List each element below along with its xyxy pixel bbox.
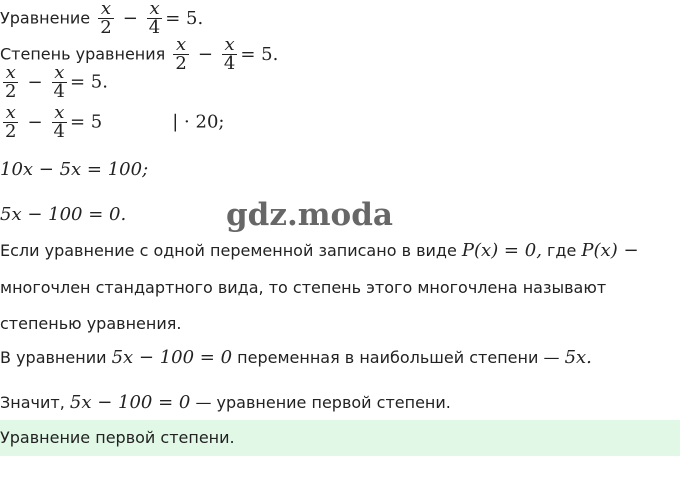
equation-formula (95, 0, 204, 38)
label-equation: Уравнение (0, 8, 91, 28)
definition-line-2 (0, 278, 606, 297)
definition-where: где (547, 241, 577, 260)
denominator: 4 (53, 121, 65, 142)
numerator: x (149, 0, 160, 19)
definition-text: многочлен стандартного вида, то степень этого многочлена называют (0, 278, 607, 297)
minus-sign: − (27, 111, 43, 133)
answer-box (0, 420, 680, 456)
fraction-x-over-4 (147, 0, 162, 37)
numerator: x (176, 34, 187, 55)
fraction-x-over-2 (173, 36, 188, 73)
numerator: x (54, 62, 65, 83)
numerator: x (100, 0, 112, 19)
denominator: 2 (175, 53, 187, 74)
conclusion-text: Значит, (0, 393, 65, 412)
equals-5: = 5 (70, 111, 103, 133)
equation-line-4 (0, 104, 224, 141)
equation-line-5 (0, 159, 148, 180)
numerator: x (54, 102, 65, 123)
equation-inline: 5x − 100 = 0 (111, 347, 233, 368)
conclusion-line (0, 392, 451, 413)
numerator: x (224, 34, 235, 55)
equals-5: = 5. (165, 7, 204, 29)
label-degree: Степень уравнения (0, 44, 166, 64)
denominator: 4 (223, 53, 236, 74)
fraction-x-over-2 (3, 104, 18, 141)
explanation-line (0, 347, 592, 368)
equals-5: = 5. (70, 71, 108, 93)
equation-line-6 (0, 204, 126, 225)
multiply-by-20: | · 20; (172, 111, 225, 133)
explanation-text: переменная в наибольшей степени — (237, 348, 560, 367)
minus-sign: − (122, 7, 138, 29)
equals-5: = 5. (240, 43, 279, 65)
definition-text: Если уравнение с одной переменной записано в виде (0, 241, 457, 260)
px-equals-zero: P(x) = 0, (461, 240, 542, 261)
fraction-x-over-2 (98, 0, 113, 37)
equation-line-1 (0, 0, 203, 37)
fraction-x-over-4 (222, 36, 237, 73)
equation-5x-100: 5x − 100 = 0. (0, 204, 127, 225)
conclusion-text: — уравнение первой степени. (195, 393, 451, 412)
degree-formula (170, 34, 279, 74)
minus-sign: − (27, 71, 43, 93)
fraction-x-over-4 (52, 64, 67, 101)
denominator: 2 (100, 17, 112, 38)
minus-sign: − (197, 43, 213, 65)
definition-line-1 (0, 240, 639, 261)
fraction-x-over-4 (52, 104, 67, 141)
definition-line-3 (0, 314, 181, 333)
denominator: 2 (5, 81, 17, 102)
term-5x: 5x. (564, 347, 592, 368)
answer-text: Уравнение первой степени. (0, 428, 235, 447)
equation-inline: 5x − 100 = 0 (69, 392, 191, 413)
definition-text: степенью уравнения. (0, 314, 182, 333)
denominator: 2 (5, 121, 17, 142)
numerator: x (5, 62, 16, 83)
equation-10x-5x: 10x − 5x = 100; (0, 159, 149, 180)
fraction-x-over-2 (3, 64, 18, 101)
px-expression: P(x) − (581, 240, 639, 261)
equation-line-3 (0, 64, 108, 101)
denominator: 4 (148, 17, 161, 38)
denominator: 4 (53, 81, 65, 102)
explanation-text: В уравнении (0, 348, 107, 367)
numerator: x (5, 102, 16, 123)
watermark-logo: gdz.moda (226, 197, 393, 233)
